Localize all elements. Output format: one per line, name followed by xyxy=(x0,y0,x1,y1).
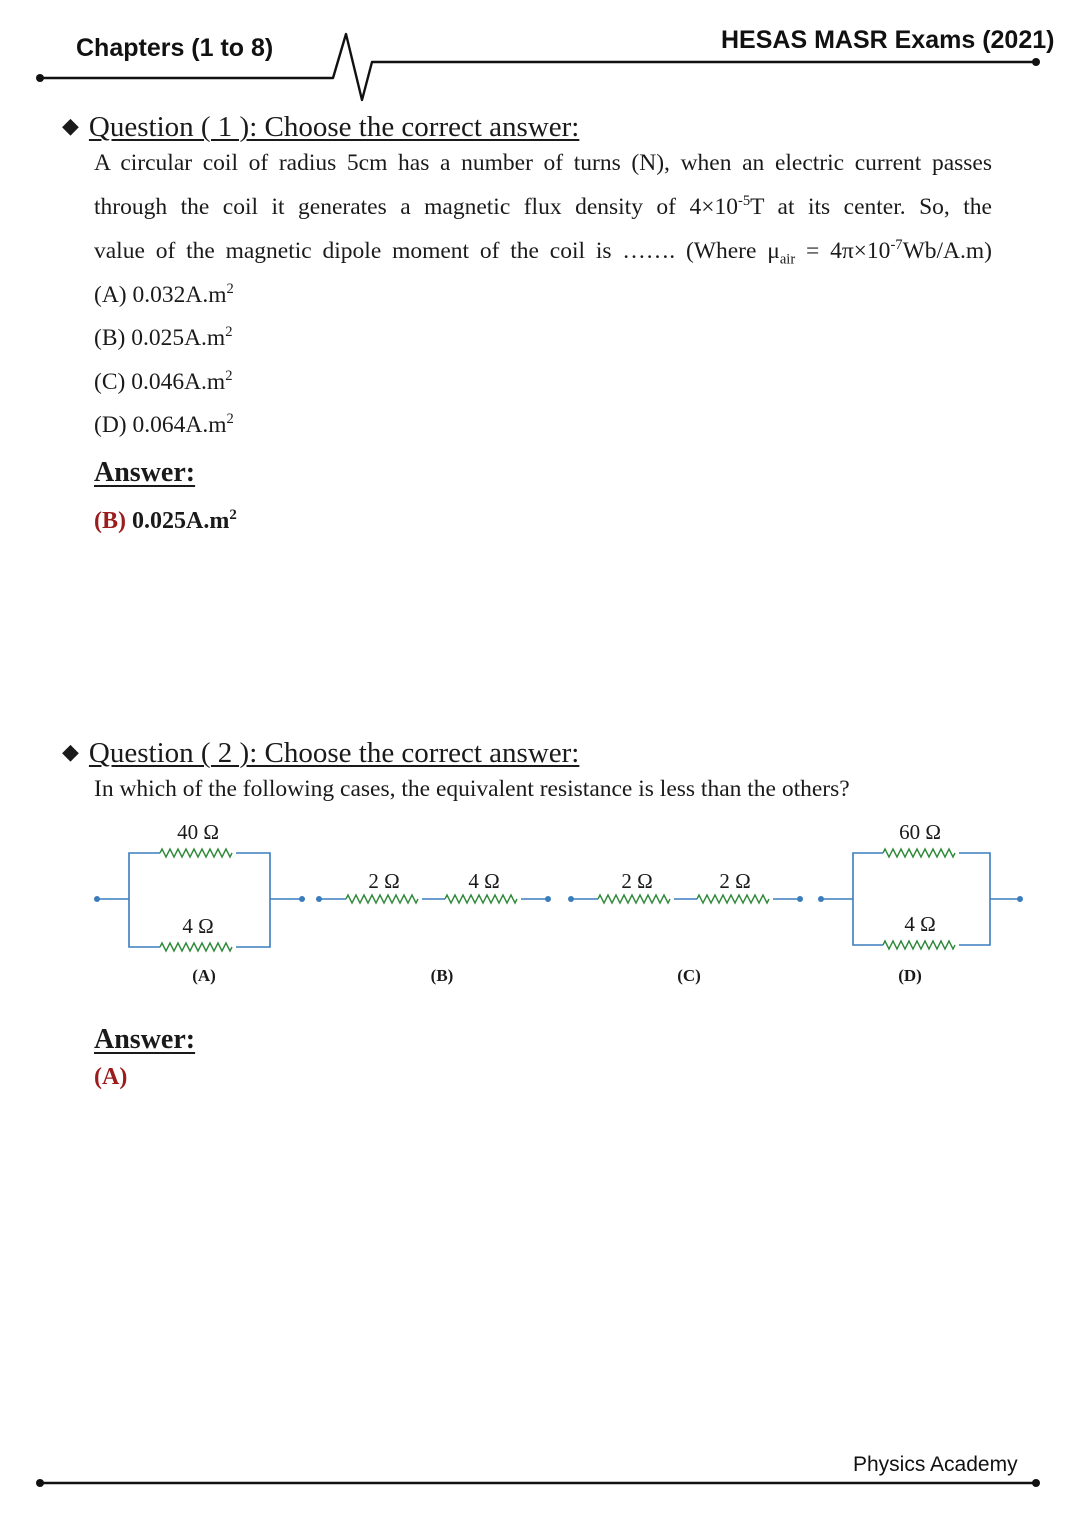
q1-line2-part-b: T at its center. So, the xyxy=(750,194,992,220)
circuit-d-bottom-label: 4 Ω xyxy=(904,912,936,936)
q1-line3-part-b: = 4π×10 xyxy=(795,238,891,264)
circuit-b[interactable] xyxy=(316,869,551,985)
option-a[interactable]: (A) $0.032A.m^2$ xyxy=(94,281,234,308)
footer-divider xyxy=(0,1470,1080,1500)
circuit-d-label: (D) xyxy=(898,966,922,985)
circuit-a-label: (A) xyxy=(192,966,216,985)
answer-2-value: (A) xyxy=(94,1064,128,1090)
circuit-a-top-label: 40 Ω xyxy=(177,820,219,844)
circuit-c-label: (C) xyxy=(677,966,701,985)
answer-1-exponent: 2 xyxy=(229,507,237,523)
footer-brand: Physics Academy xyxy=(853,1453,1018,1476)
answer-1-letter: (B) xyxy=(94,508,126,534)
answer-2-heading: Answer: xyxy=(94,1024,196,1055)
chapters-title: Chapters (1 to 8) xyxy=(76,34,274,62)
question-2-title-text: Question ( 2 ): Choose the correct answer: xyxy=(88,737,580,769)
question-1-title xyxy=(62,111,579,144)
answer-1-heading: Answer: xyxy=(94,457,196,488)
circuit-c-r2-label: 2 Ω xyxy=(719,869,751,893)
answer-1-value xyxy=(94,508,237,535)
resistor-4-ohm-b xyxy=(445,895,517,903)
question-1-line-1: A circular coil of radius 5cm has a number of turns (N), when an electric current passes xyxy=(94,150,992,176)
circuit-b-r1-label: 2 Ω xyxy=(368,869,400,893)
circuit-b-label: (B) xyxy=(430,966,454,985)
resistor-2-ohm-c2 xyxy=(697,895,769,903)
q1-line2-exponent: -5 xyxy=(737,193,751,210)
exam-title: HESAS MASR Exams (2021) xyxy=(721,26,1055,54)
resistor-4-ohm-a xyxy=(160,943,232,951)
q1-line3-subscript: air xyxy=(779,251,796,268)
option-b[interactable]: (B) $0.025A.m^2$ xyxy=(94,324,233,351)
question-2-body: In which of the following cases, the equivalent resistance is less than the others? xyxy=(94,776,850,802)
q1-line2-part-a: through the coil it generates a magnetic flux density of 4×10 xyxy=(94,194,738,220)
circuit-c-r1-label: 2 Ω xyxy=(621,869,653,893)
option-d[interactable]: (D) $0.064A.m^2$ xyxy=(94,411,234,438)
q1-line3-part-a: value of the magnetic dipole moment of the coil is ……. (Where μ xyxy=(94,238,780,264)
question-2-title xyxy=(62,737,579,770)
q1-line3-exponent: -7 xyxy=(890,237,903,254)
circuit-b-r2-label: 4 Ω xyxy=(468,869,500,893)
question-1-line-3 xyxy=(94,237,992,268)
circuit-d-top-label: 60 Ω xyxy=(899,820,941,844)
question-1-title-text: Question ( 1 ): Choose the correct answer: xyxy=(88,111,580,143)
resistor-60-ohm xyxy=(883,849,955,857)
circuit-d[interactable] xyxy=(818,820,1023,985)
circuit-c[interactable] xyxy=(568,869,803,985)
header-divider xyxy=(0,0,1080,110)
answer-1-text: 0.025A.m xyxy=(126,508,230,534)
resistor-40-ohm xyxy=(160,849,232,857)
q1-line3-part-c: Wb/A.m) xyxy=(902,238,992,264)
circuit-a-bottom-label: 4 Ω xyxy=(182,914,214,938)
resistor-4-ohm-d xyxy=(883,941,955,949)
diamond-bullet-icon: ◆ xyxy=(62,113,79,138)
diamond-bullet-icon: ◆ xyxy=(62,739,79,764)
circuit-diagrams xyxy=(0,810,1080,990)
circuit-a[interactable] xyxy=(94,820,305,985)
option-c[interactable]: (C) $0.046A.m^2$ xyxy=(94,368,233,395)
question-1-line-2 xyxy=(94,194,992,221)
resistor-2-ohm-c1 xyxy=(598,895,670,903)
resistor-2-ohm-b xyxy=(346,895,418,903)
